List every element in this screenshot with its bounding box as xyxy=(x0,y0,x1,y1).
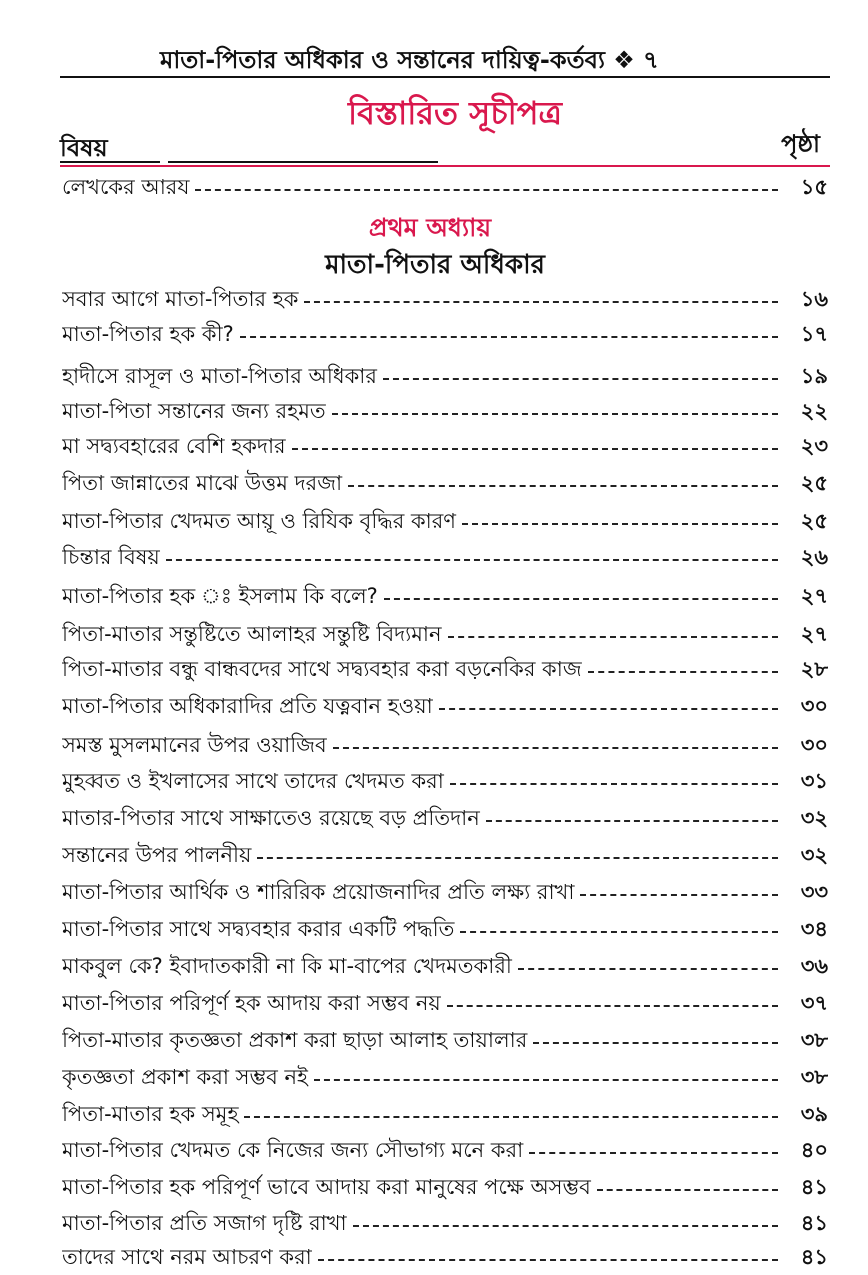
toc-entry xyxy=(62,912,828,946)
toc-entry-page: ২৬ xyxy=(800,545,828,569)
toc-entry-page: ২৮ xyxy=(800,657,828,681)
toc-entry-title: পিতা-মাতার সন্তুষ্টিতে আলাহর সন্তুষ্টি বিদ্যমান xyxy=(62,622,442,646)
toc-entry xyxy=(62,689,828,723)
toc-entry xyxy=(62,1060,828,1094)
toc-entry xyxy=(62,1240,828,1274)
toc-entry-page: ২৩ xyxy=(800,434,828,458)
toc-entry-page: ১৫ xyxy=(800,175,828,199)
dot-leader xyxy=(166,559,778,561)
dot-leader xyxy=(450,783,778,785)
toc-entry-page: ৩০ xyxy=(800,733,828,757)
toc-entry xyxy=(62,359,828,393)
toc-entry-title: পিতা-মাতার কৃতজ্ঞতা প্রকাশ করা ছাড়া আলাহ তায়ালার xyxy=(62,1028,528,1052)
dot-leader xyxy=(304,301,778,303)
dot-leader xyxy=(597,1189,778,1191)
toc-entry-title: মাতা-পিতার প্রতি সজাগ দৃষ্টি রাখা xyxy=(62,1211,347,1235)
toc-entry-title: মাতা-পিতার হক পরিপূর্ণ ভাবে আদায় করা মানুষের পক্ষে অসম্ভব xyxy=(62,1175,591,1199)
toc-entry xyxy=(62,1170,828,1204)
toc-entry-title: মাতা-পিতার আর্থিক ও শারিরিক প্রয়োজনাদির প্রতি লক্ষ্য রাখা xyxy=(62,880,575,904)
toc-entry-page: ৩৩ xyxy=(800,880,828,904)
dot-leader xyxy=(447,1005,778,1007)
dot-leader xyxy=(533,1042,778,1044)
toc-entry-page: ১৬ xyxy=(800,287,828,311)
toc-entry-title: পিতা-মাতার হক সমূহ xyxy=(62,1102,239,1126)
dot-leader xyxy=(292,448,778,450)
dot-leader xyxy=(353,1225,778,1227)
toc-entry xyxy=(62,579,828,613)
toc-entry-page: ১৯ xyxy=(800,364,828,388)
toc-entry-page: ৪১ xyxy=(800,1211,828,1235)
toc-entry-page: ৪১ xyxy=(800,1245,828,1269)
toc-entry-title: মাতা-পিতার হক কী? xyxy=(62,322,234,346)
toc-entry-title: পিতা জান্নাতের মাঝে উত্তম দরজা xyxy=(62,471,343,495)
toc-entry xyxy=(62,540,828,574)
column-heading-page: পৃষ্ঠা xyxy=(781,130,820,158)
toc-entry-title: তাদের সাথে নরম আচরণ করা xyxy=(62,1245,312,1269)
toc-entry-page: ৩১ xyxy=(800,769,828,793)
toc-entry xyxy=(62,466,828,500)
dot-leader xyxy=(244,1116,778,1118)
toc-entry-page: ৪১ xyxy=(800,1175,828,1199)
toc-entry-title: হাদীসে রাসূল ও মাতা-পিতার অধিকার xyxy=(62,364,377,388)
toc-entry-title: লেখকের আরয xyxy=(62,175,190,199)
toc-entry xyxy=(62,317,828,351)
dot-leader xyxy=(580,894,778,896)
toc-entry xyxy=(62,838,828,872)
dot-leader xyxy=(384,598,778,600)
toc-entry-title: মাতা-পিতা সন্তানের জন্য রহমত xyxy=(62,399,326,423)
dot-leader xyxy=(462,523,778,525)
dot-leader xyxy=(439,708,778,710)
toc-entry xyxy=(62,801,828,835)
dot-leader xyxy=(257,857,778,859)
dot-leader xyxy=(314,1079,778,1081)
toc-entry xyxy=(62,728,828,762)
toc-entry-title: পিতা-মাতার বন্ধু বান্ধবদের সাথে সদ্ব্যবহার করা বড়নেকির কাজ xyxy=(62,657,582,681)
toc-entry xyxy=(62,1133,828,1167)
header-rule xyxy=(60,76,830,78)
toc-entry xyxy=(62,986,828,1020)
toc-entry xyxy=(62,282,828,316)
column-heading-subject: বিষয় xyxy=(60,134,108,162)
heading-red-rule xyxy=(60,165,830,167)
toc-entry-page: ৩০ xyxy=(800,694,828,718)
toc-entry-page: ৩৯ xyxy=(800,1102,828,1126)
toc-entry-title: মুহব্বত ও ইখলাসের সাথে তাদের খেদমত করা xyxy=(62,769,444,793)
toc-entry xyxy=(62,504,828,538)
dot-leader xyxy=(195,189,778,191)
toc-entry-page: ১৭ xyxy=(800,322,828,346)
toc-entry-page: ৩৪ xyxy=(800,917,828,941)
heading-underline xyxy=(168,161,438,163)
toc-entry xyxy=(62,1206,828,1240)
chapter-title: প্রথম অধ্যায় xyxy=(368,213,492,242)
toc-entry xyxy=(62,1023,828,1057)
toc-entry-page: ২৫ xyxy=(800,471,828,495)
toc-entry xyxy=(62,617,828,651)
toc-entry-title: মাতা-পিতার সাথে সদ্ব্যবহার করার একটি পদ্ধতি xyxy=(62,917,455,941)
toc-entry-title: মাতার-পিতার সাথে সাক্ষাতেও রয়েছে বড় প্রতিদান xyxy=(62,806,480,830)
toc-entry-title: মাতা-পিতার খেদমত কে নিজের জন্য সৌভাগ্য মনে করা xyxy=(62,1138,524,1162)
toc-entry-page: ২২ xyxy=(800,399,828,423)
dot-leader xyxy=(333,747,778,749)
toc-entry-title: সমস্ত মুসলমানের উপর ওয়াজিব xyxy=(62,733,327,757)
toc-entry xyxy=(62,764,828,798)
toc-entry xyxy=(62,429,828,463)
toc-entry xyxy=(62,1097,828,1131)
toc-entry-page: ৩২ xyxy=(800,806,828,830)
dot-leader xyxy=(332,413,778,415)
toc-entry-title: মা সদ্ব্যবহারের বেশি হকদার xyxy=(62,434,286,458)
toc-entry xyxy=(62,949,828,983)
toc-entry-page: ২৫ xyxy=(800,509,828,533)
dot-leader xyxy=(529,1152,778,1154)
toc-entry-title: মাতা-পিতার হক ঃ ইসলাম কি বলে? xyxy=(62,584,378,608)
dot-leader xyxy=(318,1259,778,1261)
chapter-subtitle: মাতা-পিতার অধিকার xyxy=(325,250,545,280)
running-header: মাতা-পিতার অধিকার ও সন্তানের দায়িত্ব-কর্তব্য ❖ ৭ xyxy=(160,46,659,74)
dot-leader xyxy=(383,378,778,380)
toc-entry-page: ৩৬ xyxy=(800,954,828,978)
dot-leader xyxy=(348,485,778,487)
toc-entry-title: কৃতজ্ঞতা প্রকাশ করা সম্ভব নই xyxy=(62,1065,308,1089)
toc-entry-page: ৩৮ xyxy=(800,1065,828,1089)
toc-entry-page: ৩৭ xyxy=(800,991,828,1015)
dot-leader xyxy=(460,931,778,933)
toc-entry-title: মাতা-পিতার পরিপূর্ণ হক আদায় করা সম্ভব নয় xyxy=(62,991,441,1015)
toc-entry xyxy=(62,875,828,909)
toc-entry-title: মাকবুল কে? ইবাদাতকারী না কি মা-বাপের খেদমতকারী xyxy=(62,954,512,978)
toc-entry-page: ২৭ xyxy=(800,622,828,646)
dot-leader xyxy=(240,336,778,338)
toc-entry-page: ৩৮ xyxy=(800,1028,828,1052)
toc-entry-title: সবার আগে মাতা-পিতার হক xyxy=(62,287,299,311)
dot-leader xyxy=(588,671,778,673)
toc-entry-page: ২৭ xyxy=(800,584,828,608)
toc-entry xyxy=(62,394,828,428)
toc-entry-page: ৩২ xyxy=(800,843,828,867)
toc-entry-title: মাতা-পিতার অধিকারাদির প্রতি যত্নবান হওয়া xyxy=(62,694,433,718)
toc-entry-page: ৪০ xyxy=(800,1138,828,1162)
dot-leader xyxy=(448,636,778,638)
toc-entry-title: চিন্তার বিষয় xyxy=(62,545,160,569)
heading-underline xyxy=(60,161,160,163)
dot-leader xyxy=(486,820,778,822)
toc-title: বিস্তারিত সূচীপত্র xyxy=(348,94,562,132)
toc-entry xyxy=(62,170,828,204)
toc-entry xyxy=(62,652,828,686)
dot-leader xyxy=(518,968,778,970)
toc-entry-title: মাতা-পিতার খেদমত আয়ূ ও রিযিক বৃদ্ধির কারণ xyxy=(62,509,457,533)
toc-entry-title: সন্তানের উপর পালনীয় xyxy=(62,843,252,867)
